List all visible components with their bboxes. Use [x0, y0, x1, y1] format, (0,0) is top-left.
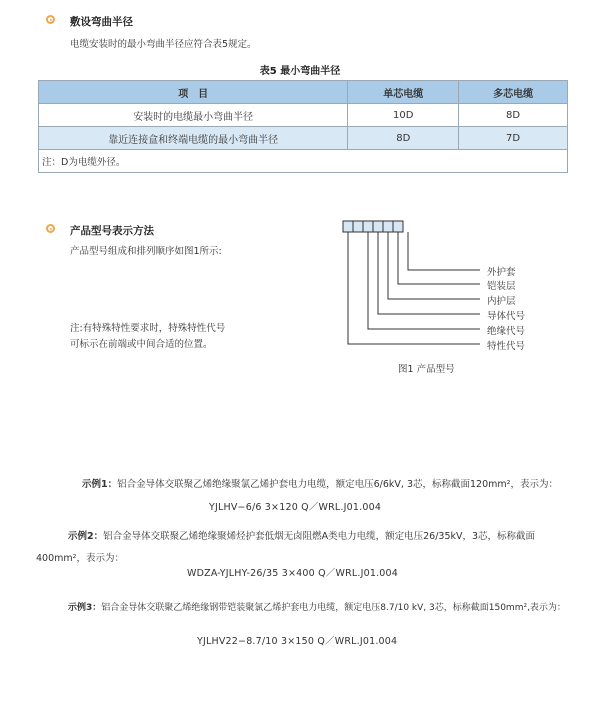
table-header-cell: 项 目: [39, 81, 348, 104]
diagram-label-outer-sheath: 外护套: [487, 267, 516, 278]
example-1-text: [82, 476, 558, 490]
code-box: [393, 221, 403, 232]
code-boxes: [343, 221, 403, 232]
figure-caption: 图1 产品型号: [398, 364, 455, 375]
section-title-bend-radius: 敷设弯曲半径: [70, 16, 133, 28]
code-box: [373, 221, 383, 232]
section-title-model-notation: 产品型号表示方法: [70, 225, 154, 237]
section-text-bend-radius: 电缆安装时的最小弯曲半径应符合表5规定。: [70, 39, 257, 50]
special-feature-note-line2: 可标示在前端或中间合适的位置。: [70, 339, 213, 350]
example-label: 示例1：: [82, 479, 118, 490]
bend-radius-table: [38, 80, 568, 173]
table-note-row: [39, 150, 568, 173]
diagram-label-feature-code: 特性代号: [487, 341, 526, 352]
table-cell: 7D: [459, 127, 568, 150]
leader-line: [398, 232, 480, 284]
example-label: 示例2：: [68, 531, 104, 542]
code-box: [363, 221, 373, 232]
code-box: [343, 221, 353, 232]
model-code-diagram: [330, 210, 590, 360]
example-2-code: WDZA-YJLHY-26/35 3×400 Q／WRL.J01.004: [187, 568, 399, 579]
table-cell: 安装时的电缆最小弯曲半径: [39, 104, 348, 127]
table-header-cell: 单芯电缆: [348, 81, 459, 104]
example-2-text: [68, 528, 535, 542]
table-header-row: [39, 81, 568, 104]
section-text-model-notation: 产品型号组成和排列顺序如图1所示:: [70, 246, 222, 257]
section-bullet-icon: [46, 224, 55, 233]
table-row: [39, 127, 568, 150]
diagram-label-conductor-code: 导体代号: [487, 311, 526, 322]
example-description: 铝合金导体交联聚乙烯绝缘聚氯乙烯护套电力电缆，额定电压6/6kV, 3芯，标称截面120mm²，表示为：: [117, 479, 558, 490]
diagram-label-inner-sheath: 内护层: [487, 296, 516, 307]
special-feature-note-line1: 注:有特殊特性要求时，特殊特性代号: [70, 323, 226, 334]
table-cell: 8D: [459, 104, 568, 127]
table-cell: 8D: [348, 127, 459, 150]
example-label: 示例3：: [68, 603, 102, 613]
example-3-code: YJLHV22−8.7/10 3×150 Q／WRL.J01.004: [197, 636, 398, 647]
diagram-label-insulation-code: 绝缘代号: [487, 326, 526, 337]
leader-line: [378, 232, 480, 314]
example-description: 铝合金导体交联聚乙烯绝缘钢带铠装聚氯乙烯护套电力电缆，额定电压8.7/10 kV, 3芯，标称截面150mm²,表示为：: [101, 603, 566, 613]
code-box: [383, 221, 393, 232]
code-box: [353, 221, 363, 232]
example-description: 铝合金导体交联聚乙烯绝缘聚烯烃护套低烟无卤阻燃A类电力电缆，额定电压26/35kV，3芯，标称截面: [103, 531, 536, 542]
table-cell: 10D: [348, 104, 459, 127]
leader-line: [388, 232, 480, 299]
table-row: [39, 104, 568, 127]
diagram-label-armour: 铠装层: [487, 281, 516, 292]
table-header-cell: 多芯电缆: [459, 81, 568, 104]
example-3-text: [68, 600, 566, 613]
table-note: 注：D为电缆外径。: [39, 150, 568, 173]
example-2-text-cont: 400mm²，表示为：: [36, 553, 124, 564]
section-bullet-icon: [46, 15, 55, 24]
table-caption: 表5 最小弯曲半径: [259, 66, 341, 77]
leader-lines: [348, 232, 480, 344]
table-cell: 靠近连接盒和终端电缆的最小弯曲半径: [39, 127, 348, 150]
example-1-code: YJLHV−6/6 3×120 Q／WRL.J01.004: [209, 502, 382, 513]
leader-line: [408, 232, 480, 270]
